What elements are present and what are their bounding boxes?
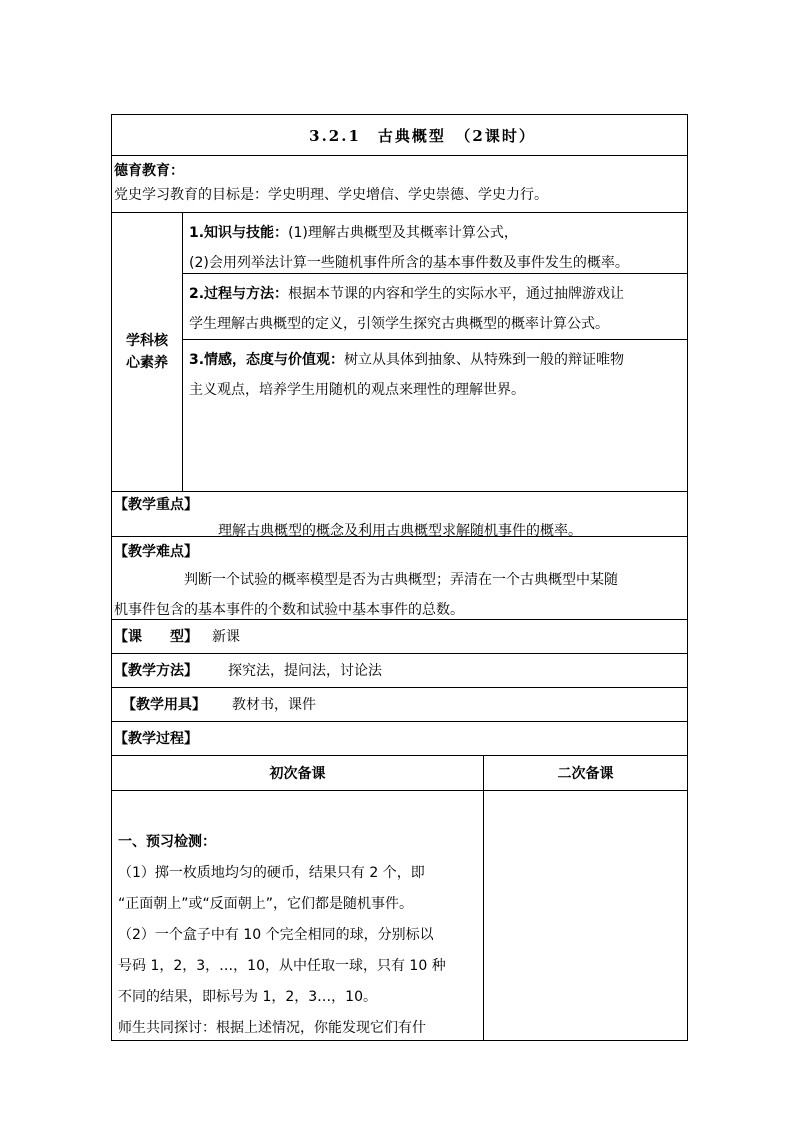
difficulty-label: 【教学难点】: [114, 544, 198, 560]
process-text1: 根据本节课的内容和学生的实际水平，通过抽牌游戏让: [288, 286, 625, 302]
content-row: [112, 791, 687, 1040]
difficulty-text1: 判断一个试验的概率模型是否为古典概型；弄清在一个古典概型中某随: [184, 572, 618, 588]
first-prep-content: [112, 791, 484, 1040]
core-literacy-row: [112, 213, 687, 492]
core-label-line1: 学科核: [126, 333, 168, 349]
knowledge-cell: [183, 213, 687, 274]
emotion-cell: [183, 340, 687, 490]
knowledge-text1: (1)理解古典概型及其概率计算公式，: [288, 225, 518, 241]
tools-row: [112, 688, 687, 722]
tools-value: 教材书，课件: [232, 696, 316, 713]
method-value: 探究法，提问法，讨论法: [228, 662, 382, 679]
lesson-type-value: 新课: [212, 628, 240, 645]
process-label: 2.过程与方法：: [189, 286, 289, 302]
focus-text: 理解古典概型的概念及利用古典概型求解随机事件的概率。: [218, 523, 582, 539]
core-label-line2: 心素养: [126, 355, 168, 371]
core-literacy-label: [112, 213, 183, 491]
emotion-label: 3.情感，态度与价值观：: [189, 352, 345, 368]
title-row: [112, 115, 687, 156]
content-line: 不同的结果，即标号为 1，2，3…，10。: [118, 989, 377, 1005]
content-line: 号码 1，2，3，…，10，从中任取一球，只有 10 种: [118, 958, 446, 974]
preview-heading: 一、预习检测：: [118, 834, 216, 850]
columns-header-row: [112, 756, 687, 791]
emotion-text1: 树立从具体到抽象、从特殊到一般的辩证唯物: [344, 352, 625, 368]
emotion-text2: 主义观点，培养学生用随机的观点来理性的理解世界。: [189, 382, 525, 398]
tools-label: 【教学用具】: [122, 696, 206, 713]
difficulty-text2: 机事件包含的基本事件的个数和试验中基本事件的总数。: [114, 602, 464, 618]
method-label: 【教学方法】: [114, 662, 198, 679]
lesson-plan-table: [111, 114, 688, 1041]
process-heading-label: 【教学过程】: [114, 730, 198, 747]
process-row: [112, 722, 687, 756]
second-prep-header: 二次备课: [557, 766, 614, 782]
second-prep-content: [484, 791, 687, 1040]
moral-text: 党史学习教育的目标是：学史明理、学史增信、学史崇德、学史力行。: [114, 187, 548, 203]
focus-label: 【教学重点】: [114, 497, 198, 513]
content-line: （1）掷一枚质地均匀的硬币，结果只有 2 个，即: [118, 865, 425, 881]
process-cell: [183, 274, 687, 340]
moral-education-row: [112, 156, 687, 213]
teaching-difficulty-row: [112, 537, 687, 620]
page-title: 3.2.1 古典概型 （2课时）: [309, 126, 536, 145]
knowledge-label: 1.知识与技能：: [189, 225, 289, 241]
first-prep-header: 初次备课: [112, 756, 484, 790]
method-row: [112, 654, 687, 688]
lesson-type-row: [112, 620, 687, 654]
process-text2: 学生理解古典概型的定义，引领学生探究古典概型的概率计算公式。: [189, 316, 609, 332]
content-line: （2）一个盒子中有 10 个完全相同的球，分别标以: [118, 927, 434, 943]
content-line: “正面朝上”或“反面朝上”，它们都是随机事件。: [118, 896, 414, 912]
teaching-focus-row: [112, 492, 687, 537]
knowledge-text2: (2)会用列举法计算一些随机事件所含的基本事件数及事件发生的概率。: [189, 255, 629, 271]
moral-label: 德育教育：: [114, 163, 184, 179]
content-line: 师生共同探讨：根据上述情况，你能发现它们有什: [118, 1020, 426, 1036]
lesson-type-label: 【课 型】: [114, 628, 198, 645]
